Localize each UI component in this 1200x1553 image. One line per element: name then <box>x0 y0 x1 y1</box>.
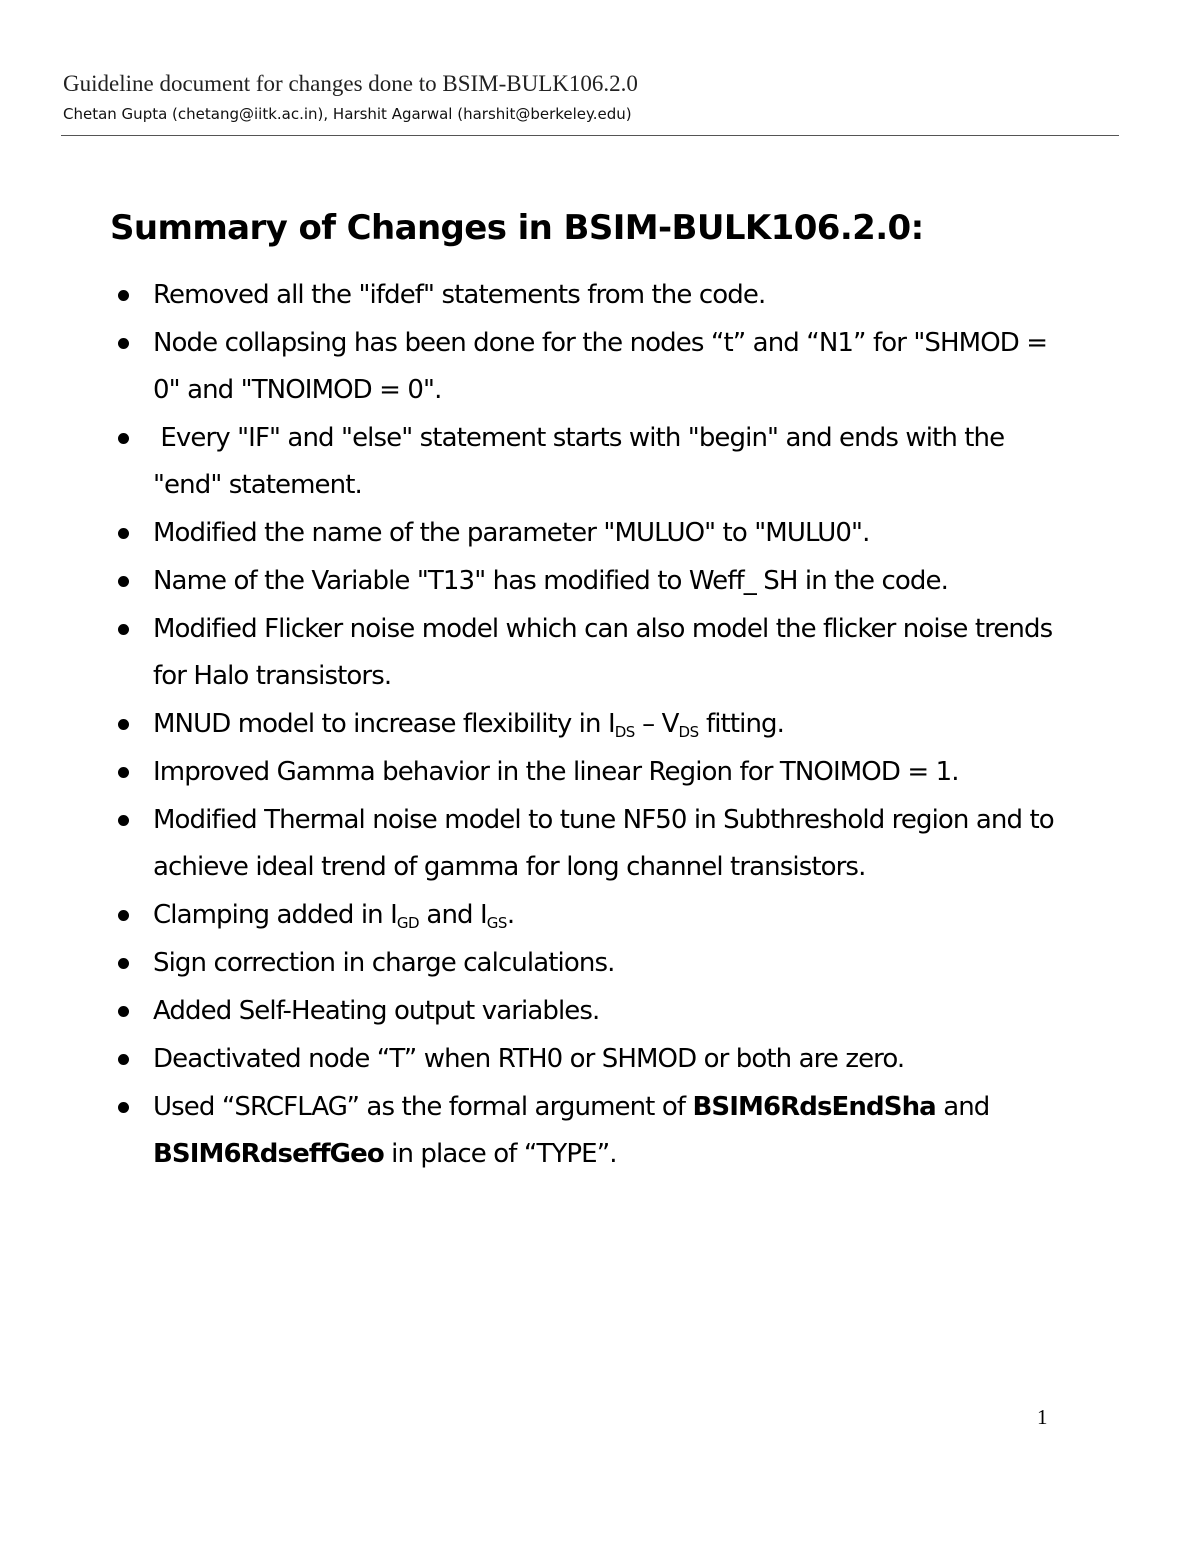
bullet-icon <box>118 290 129 301</box>
bullet-icon <box>118 433 129 444</box>
bullet-icon <box>118 1006 129 1017</box>
text-segment: fitting. <box>698 709 784 739</box>
list-item-text: Modified Flicker noise model which can also model the flicker noise trends for Halo transistors. <box>153 614 1053 691</box>
list-item <box>110 320 1070 414</box>
list-item-text: Node collapsing has been done for the nodes “t” and “N1” for "SHMOD = 0" and "TNOIMOD = 0". <box>153 328 1048 405</box>
bullet-icon <box>118 1102 129 1113</box>
list-item-text: Removed all the "ifdef" statements from the code. <box>153 280 766 310</box>
list-item-text: Improved Gamma behavior in the linear Region for TNOIMOD = 1. <box>153 757 959 787</box>
list-item <box>110 892 1070 939</box>
list-item-text: Modified the name of the parameter "MULUO" to "MULU0". <box>153 518 870 548</box>
text-segment: Used “SRCFLAG” as the formal argument of <box>153 1092 693 1122</box>
text-segment: . <box>506 900 515 930</box>
list-item <box>110 606 1070 700</box>
text-segment: Clamping added in I <box>153 900 397 930</box>
text-segment: in place of “TYPE”. <box>383 1139 617 1169</box>
list-item <box>110 1084 1070 1178</box>
list-item <box>110 272 1070 319</box>
bullet-icon <box>118 624 129 635</box>
list-item-text: Added Self-Heating output variables. <box>153 996 600 1026</box>
bullet-icon <box>118 910 129 921</box>
subscript-gd: GD <box>396 914 420 932</box>
bullet-icon <box>118 576 129 587</box>
list-item <box>110 558 1070 605</box>
list-item-text: Sign correction in charge calculations. <box>153 948 615 978</box>
subscript-ds: DS <box>614 723 635 741</box>
header-divider <box>61 135 1119 136</box>
list-item-text: Modified Thermal noise model to tune NF50 in Subthreshold region and to achieve ideal trend of gamma for long channel transistors. <box>153 805 1054 882</box>
text-segment: and I <box>419 900 487 930</box>
list-item <box>110 940 1070 987</box>
list-item <box>110 749 1070 796</box>
list-item <box>110 510 1070 557</box>
bullet-icon <box>118 528 129 539</box>
bullet-icon <box>118 719 129 730</box>
list-item-text <box>153 709 784 739</box>
list-item <box>110 415 1070 509</box>
function-name-rdsendsha: BSIM6RdsEndSha <box>692 1092 936 1122</box>
list-item-text <box>153 900 514 930</box>
bullet-icon <box>118 815 129 826</box>
text-segment: – V <box>634 709 679 739</box>
page-number: 1 <box>1037 1405 1048 1429</box>
list-item <box>110 797 1070 891</box>
summary-title: Summary of Changes in BSIM-BULK106.2.0: <box>110 208 924 248</box>
header-authors: Chetan Gupta (chetang@iitk.ac.in), Harshit Agarwal (harshit@berkeley.edu) <box>63 105 632 123</box>
bullet-icon <box>118 1054 129 1065</box>
list-item-text: Name of the Variable "T13" has modified to Weff_ SH in the code. <box>153 566 948 596</box>
text-segment: and <box>935 1092 990 1122</box>
bullet-icon <box>118 767 129 778</box>
header-document-title: Guideline document for changes done to BSIM-BULK106.2.0 <box>63 71 638 96</box>
list-item-text: Every "IF" and "else" statement starts with "begin" and ends with the "end" statement. <box>153 423 1012 500</box>
list-item <box>110 701 1070 748</box>
subscript-ds: DS <box>678 723 699 741</box>
list-item-text <box>153 1092 989 1169</box>
list-item <box>110 988 1070 1035</box>
bullet-icon <box>118 958 129 969</box>
list-item <box>110 1036 1070 1083</box>
list-item-text: Deactivated node “T” when RTH0 or SHMOD or both are zero. <box>153 1044 905 1074</box>
bullet-icon <box>118 338 129 349</box>
function-name-rdseffgeo: BSIM6RdseffGeo <box>153 1139 384 1169</box>
subscript-gs: GS <box>486 914 507 932</box>
changes-list <box>110 272 1070 1179</box>
text-segment: MNUD model to increase flexibility in I <box>153 709 615 739</box>
